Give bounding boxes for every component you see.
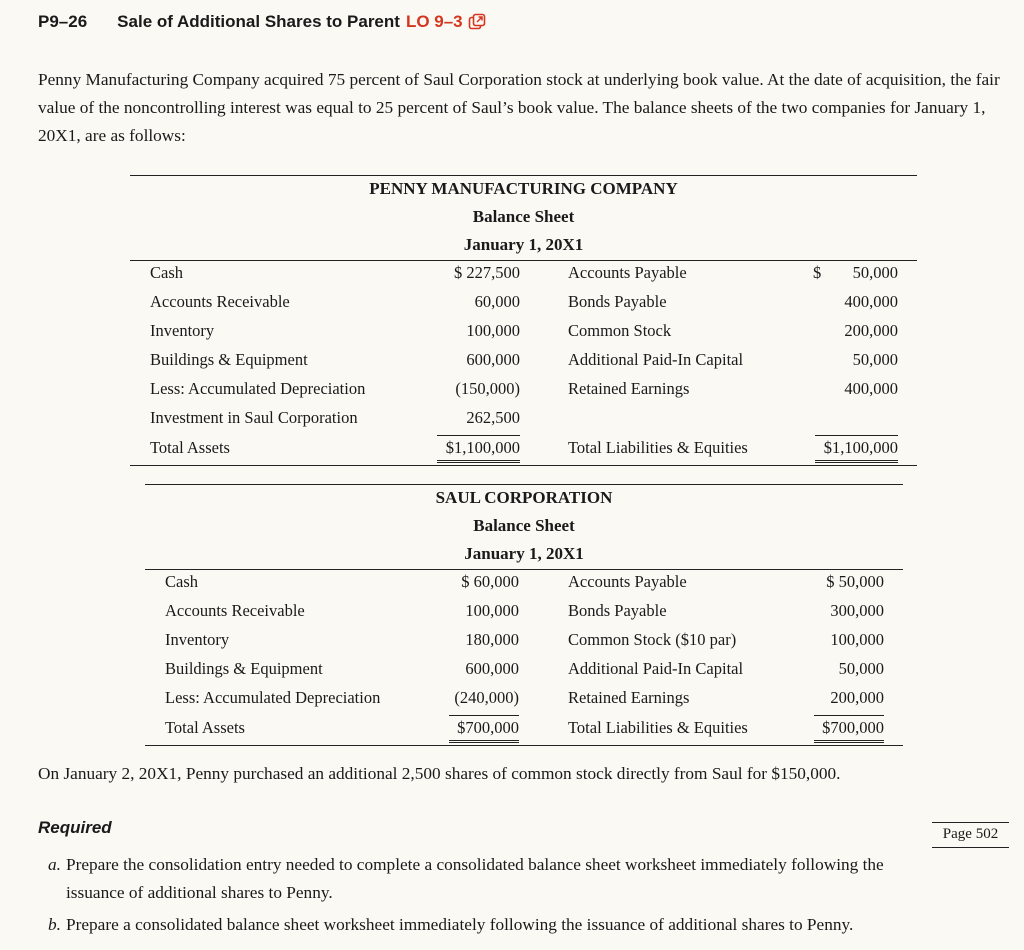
asset-value: 100,000: [465, 601, 519, 620]
requirement-letter: b.: [48, 915, 61, 934]
liability-value: 50,000: [852, 350, 898, 369]
asset-value: 100,000: [466, 321, 520, 340]
liability-label: Accounts Payable: [568, 263, 687, 282]
asset-value: 60,000: [474, 292, 520, 311]
saul-balance-sheet: [145, 484, 903, 746]
asset-label: Accounts Receivable: [150, 292, 290, 311]
asset-value: 600,000: [465, 659, 519, 678]
liability-value: 100,000: [830, 630, 884, 649]
requirement-b: [48, 911, 928, 939]
asset-label: Inventory: [165, 630, 230, 649]
penny-total-le: $1,100,000: [823, 438, 898, 457]
requirement-a: [48, 851, 928, 907]
saul-date: January 1, 20X1: [464, 544, 584, 563]
liability-value: $ 50,000: [826, 572, 884, 591]
liability-label: Accounts Payable: [568, 572, 687, 591]
penny-subtitle: Balance Sheet: [472, 207, 575, 226]
requirement-letter: a.: [48, 855, 61, 874]
liability-value: 300,000: [830, 601, 884, 620]
problem-number: P9–26: [38, 12, 88, 31]
liability-label: Common Stock ($10 par): [568, 630, 737, 649]
penny-total-le-label: Total Liabilities & Equities: [568, 438, 748, 457]
requirement-text: Prepare a consolidated balance sheet worksheet immediately following the issuance of additional shares to Penny.: [66, 915, 854, 934]
asset-label: Accounts Receivable: [165, 601, 305, 620]
external-link-icon[interactable]: [468, 13, 486, 31]
asset-label: Less: Accumulated Depreciation: [150, 379, 366, 398]
asset-value: $ 227,500: [454, 263, 520, 282]
saul-subtitle: Balance Sheet: [473, 516, 575, 535]
saul-total-assets: $700,000: [457, 718, 519, 737]
liability-label: Additional Paid-In Capital: [568, 350, 744, 369]
penny-total-assets: $1,100,000: [445, 438, 520, 457]
asset-label: Cash: [150, 263, 183, 282]
asset-label: Buildings & Equipment: [150, 350, 308, 369]
asset-value: 600,000: [466, 350, 520, 369]
penny-balance-sheet: [130, 175, 917, 467]
liability-value: 50,000: [852, 263, 898, 282]
liability-label: Additional Paid-In Capital: [568, 659, 744, 678]
learning-objective-link[interactable]: LO 9–3: [405, 12, 463, 31]
follow-up-paragraph: On January 2, 20X1, Penny purchased an additional 2,500 shares of common stock directly from Saul for $150,000.: [38, 764, 841, 783]
problem-title: Sale of Additional Shares to Parent: [117, 12, 400, 31]
asset-value: 262,500: [466, 408, 520, 427]
saul-total-le: $700,000: [822, 718, 884, 737]
liability-label: Common Stock: [568, 321, 672, 340]
asset-label: Less: Accumulated Depreciation: [165, 688, 381, 707]
asset-value: (150,000): [455, 379, 520, 398]
required-heading: Required: [38, 818, 112, 837]
asset-value: (240,000): [454, 688, 519, 707]
page-reference: Page 502: [932, 822, 1009, 848]
penny-company-name: PENNY MANUFACTURING COMPANY: [369, 179, 678, 198]
asset-label: Inventory: [150, 321, 215, 340]
liability-label: Retained Earnings: [568, 379, 690, 398]
asset-label: Cash: [165, 572, 198, 591]
requirement-text: Prepare the consolidation entry needed to complete a consolidated balance sheet worksheet immediately following the issuance of additional shares to Penny.: [66, 855, 884, 902]
liability-label: Retained Earnings: [568, 688, 690, 707]
liability-value: 400,000: [844, 379, 898, 398]
asset-label: Investment in Saul Corporation: [150, 408, 358, 427]
liability-value: 200,000: [844, 321, 898, 340]
liability-value: 200,000: [830, 688, 884, 707]
dollar-sign: $: [813, 263, 822, 282]
penny-total-assets-label: Total Assets: [150, 438, 230, 457]
saul-total-assets-label: Total Assets: [165, 718, 245, 737]
asset-label: Buildings & Equipment: [165, 659, 323, 678]
asset-value: $ 60,000: [461, 572, 519, 591]
asset-value: 180,000: [465, 630, 519, 649]
liability-label: Bonds Payable: [568, 292, 667, 311]
liability-value: 50,000: [838, 659, 884, 678]
penny-date: January 1, 20X1: [463, 235, 584, 254]
saul-company-name: SAUL CORPORATION: [435, 488, 613, 507]
saul-total-le-label: Total Liabilities & Equities: [568, 718, 748, 737]
intro-paragraph: Penny Manufacturing Company acquired 75 percent of Saul Corporation stock at underlying book value. At the date of acquisition, the fair value of the noncontrolling interest was equal to 25 percent of Saul’s book value. The balance sheets of the two companies for January 1, 20X1, are as follows:: [38, 70, 1000, 145]
liability-value: 400,000: [844, 292, 898, 311]
liability-label: Bonds Payable: [568, 601, 667, 620]
problem-header: [38, 12, 486, 32]
